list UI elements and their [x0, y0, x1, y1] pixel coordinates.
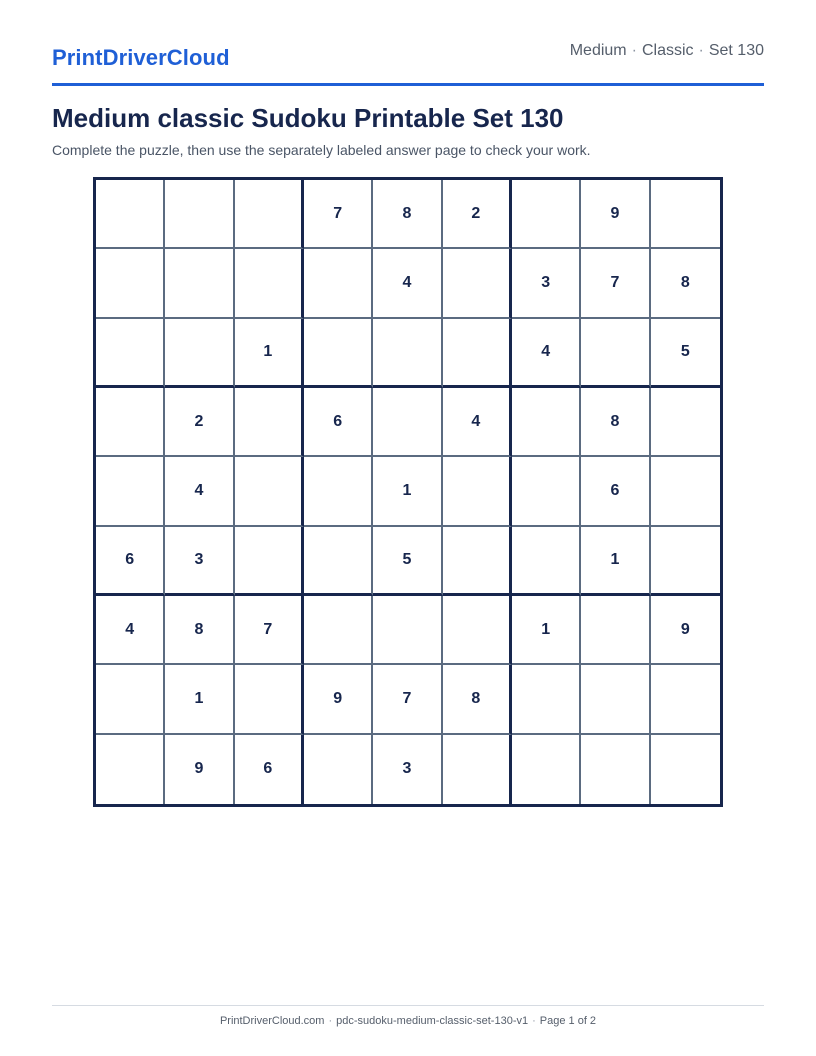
given-cell: 4	[443, 388, 512, 457]
page-footer	[52, 1005, 764, 1027]
given-cell: 8	[373, 180, 442, 249]
empty-cell[interactable]	[581, 735, 650, 804]
empty-cell[interactable]	[651, 665, 720, 734]
empty-cell[interactable]	[373, 388, 442, 457]
empty-cell[interactable]	[443, 249, 512, 318]
empty-cell[interactable]	[96, 319, 165, 388]
given-cell: 2	[165, 388, 234, 457]
given-cell: 2	[443, 180, 512, 249]
empty-cell[interactable]	[165, 180, 234, 249]
empty-cell[interactable]	[443, 457, 512, 526]
empty-cell[interactable]	[304, 735, 373, 804]
empty-cell[interactable]	[235, 180, 304, 249]
empty-cell[interactable]	[512, 180, 581, 249]
empty-cell[interactable]	[581, 596, 650, 665]
empty-cell[interactable]	[581, 319, 650, 388]
given-cell: 4	[96, 596, 165, 665]
empty-cell[interactable]	[304, 457, 373, 526]
given-cell: 1	[165, 665, 234, 734]
given-cell: 9	[581, 180, 650, 249]
empty-cell[interactable]	[304, 249, 373, 318]
empty-cell[interactable]	[512, 388, 581, 457]
empty-cell[interactable]	[304, 319, 373, 388]
given-cell: 5	[373, 527, 442, 596]
given-cell: 4	[512, 319, 581, 388]
empty-cell[interactable]	[96, 665, 165, 734]
empty-cell[interactable]	[165, 319, 234, 388]
empty-cell[interactable]	[443, 527, 512, 596]
given-cell: 3	[373, 735, 442, 804]
empty-cell[interactable]	[235, 527, 304, 596]
given-cell: 8	[443, 665, 512, 734]
given-cell: 6	[235, 735, 304, 804]
given-cell: 6	[581, 457, 650, 526]
footer-site[interactable]: PrintDriverCloud.com	[219, 1015, 325, 1027]
meta-set: Set 130	[708, 42, 764, 59]
given-cell: 1	[373, 457, 442, 526]
given-cell: 7	[373, 665, 442, 734]
empty-cell[interactable]	[235, 665, 304, 734]
empty-cell[interactable]	[443, 319, 512, 388]
brand-logo[interactable]: PrintDriverCloud	[52, 45, 230, 70]
given-cell: 5	[651, 319, 720, 388]
empty-cell[interactable]	[443, 596, 512, 665]
empty-cell[interactable]	[96, 388, 165, 457]
empty-cell[interactable]	[96, 180, 165, 249]
given-cell: 8	[165, 596, 234, 665]
sudoku-grid	[93, 177, 723, 807]
given-cell: 1	[581, 527, 650, 596]
empty-cell[interactable]	[96, 249, 165, 318]
page-header	[52, 40, 764, 86]
empty-cell[interactable]	[96, 457, 165, 526]
given-cell: 4	[373, 249, 442, 318]
meta-separator: ·	[631, 42, 637, 59]
empty-cell[interactable]	[235, 457, 304, 526]
footer-page: Page 1 of 2	[539, 1015, 597, 1027]
meta-style: Classic	[641, 42, 694, 59]
empty-cell[interactable]	[304, 527, 373, 596]
empty-cell[interactable]	[512, 457, 581, 526]
meta-separator: ·	[698, 42, 704, 59]
footer-doc-id: pdc-sudoku-medium-classic-set-130-v1	[336, 1015, 529, 1027]
empty-cell[interactable]	[96, 735, 165, 804]
empty-cell[interactable]	[651, 388, 720, 457]
page-title: Medium classic Sudoku Printable Set 130	[52, 103, 564, 133]
empty-cell[interactable]	[165, 249, 234, 318]
given-cell: 1	[512, 596, 581, 665]
empty-cell[interactable]	[651, 180, 720, 249]
given-cell: 3	[165, 527, 234, 596]
empty-cell[interactable]	[373, 596, 442, 665]
empty-cell[interactable]	[235, 388, 304, 457]
footer-separator: ·	[328, 1015, 333, 1027]
empty-cell[interactable]	[512, 527, 581, 596]
given-cell: 1	[235, 319, 304, 388]
footer-separator: ·	[532, 1015, 536, 1027]
given-cell: 6	[96, 527, 165, 596]
empty-cell[interactable]	[512, 665, 581, 734]
given-cell: 4	[165, 457, 234, 526]
given-cell: 6	[304, 388, 373, 457]
empty-cell[interactable]	[651, 735, 720, 804]
given-cell: 9	[304, 665, 373, 734]
given-cell: 7	[581, 249, 650, 318]
empty-cell[interactable]	[443, 735, 512, 804]
given-cell: 9	[165, 735, 234, 804]
page-subtitle: Complete the puzzle, then use the separately labeled answer page to check your work.	[52, 142, 591, 158]
given-cell: 7	[304, 180, 373, 249]
empty-cell[interactable]	[235, 249, 304, 318]
puzzle-meta	[570, 42, 764, 60]
given-cell: 8	[651, 249, 720, 318]
empty-cell[interactable]	[304, 596, 373, 665]
given-cell: 8	[581, 388, 650, 457]
empty-cell[interactable]	[512, 735, 581, 804]
empty-cell[interactable]	[373, 319, 442, 388]
empty-cell[interactable]	[651, 457, 720, 526]
given-cell: 7	[235, 596, 304, 665]
given-cell: 3	[512, 249, 581, 318]
given-cell: 9	[651, 596, 720, 665]
empty-cell[interactable]	[651, 527, 720, 596]
empty-cell[interactable]	[581, 665, 650, 734]
meta-difficulty: Medium	[569, 42, 627, 59]
